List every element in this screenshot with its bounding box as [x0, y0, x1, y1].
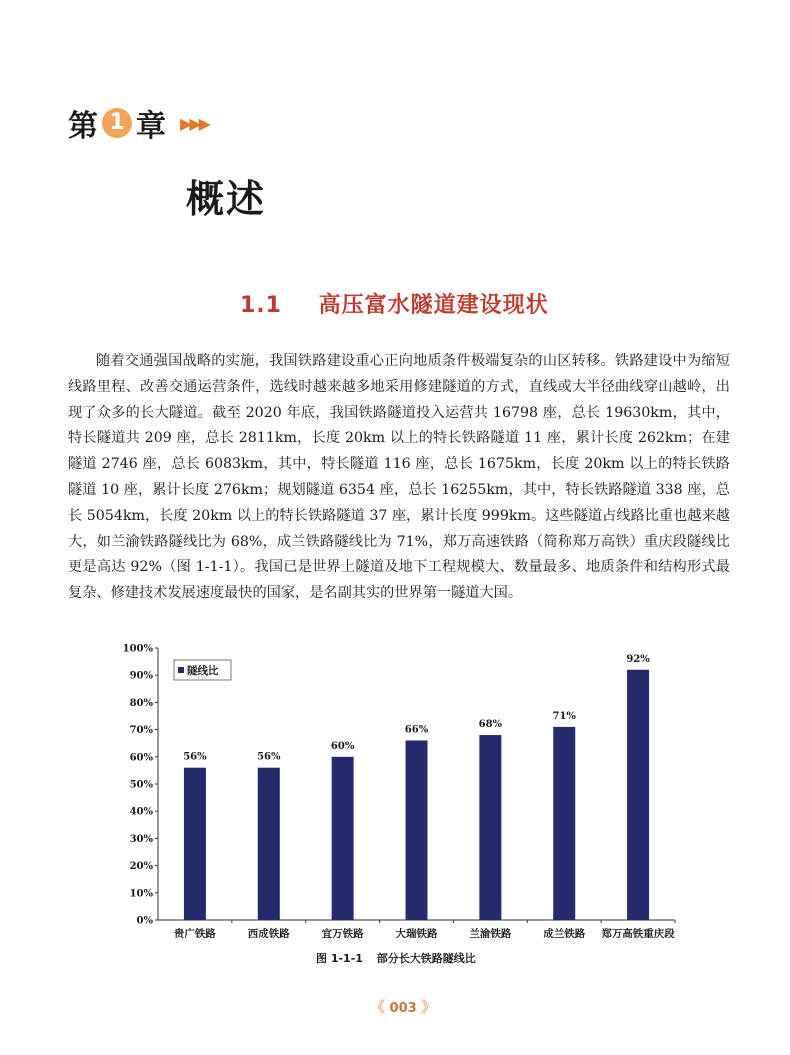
chapter-number-badge: 1 — [102, 108, 132, 138]
figure-caption — [316, 950, 476, 966]
bar-chart — [120, 638, 680, 973]
y-tick-label: 20% — [129, 861, 153, 873]
chapter-title: 概述 — [186, 177, 267, 221]
y-tick-label: 60% — [129, 752, 153, 764]
bar-value-label: 68% — [478, 719, 503, 731]
left-bracket-icon: 《 — [370, 998, 386, 1016]
section-number: 1.1 — [240, 293, 282, 318]
y-tick-label: 50% — [129, 779, 153, 791]
bar-value-label: 60% — [330, 740, 355, 752]
y-tick-label: 0% — [136, 915, 153, 927]
x-category-label: 宜万铁路 — [321, 928, 364, 938]
y-tick-label: 70% — [129, 725, 153, 737]
x-category-label: 郑万高铁重庆段 — [601, 928, 675, 938]
x-category-label: 贵广铁路 — [173, 928, 216, 938]
y-tick-label: 80% — [129, 697, 153, 709]
bar — [553, 727, 575, 920]
legend-label: 隧线比 — [187, 665, 219, 677]
y-tick-label: 30% — [129, 833, 153, 845]
section-heading — [240, 288, 549, 319]
page-number: 003 — [389, 1001, 417, 1016]
legend-swatch — [178, 667, 184, 673]
chapter-prefix: 第 — [68, 109, 98, 144]
triple-arrow-icon: ▶▶▶ — [180, 113, 208, 133]
bar-value-label: 92% — [626, 653, 650, 665]
y-tick-label: 100% — [122, 643, 153, 655]
bar — [258, 768, 280, 920]
bar — [332, 757, 354, 920]
bar-value-label: 71% — [552, 710, 576, 722]
x-category-label: 西成铁路 — [247, 928, 290, 938]
right-bracket-icon: 》 — [421, 998, 437, 1016]
section-title: 高压富水隧道建设现状 — [318, 293, 549, 318]
y-tick-label: 40% — [129, 806, 153, 818]
x-category-label: 大瑞铁路 — [395, 928, 438, 938]
chart-canvas — [120, 638, 680, 938]
figure-number: 图 1-1-1 — [316, 952, 363, 965]
bar-value-label: 56% — [183, 751, 207, 763]
y-tick-label: 90% — [129, 670, 153, 682]
body-paragraph: 随着交通强国战略的实施，我国铁路建设重心正向地质条件极端复杂的山区转移。铁路建设中为缩短线路里程、改善交通运营条件，选线时越来越多地采用修建隧道的方式，直线或大半径曲线穿山越岭，出现了众多的长大隧道。截至 2020 年底，我国铁路隧道投入运营共 16798 座，总长 19630km，其中，特长隧道共 209 座，总长 2811km，长度 20km 以上的特长铁路隧道 11 座，累计长度 262km；在建隧道 2746 座，总长 6083km，其中，特长隧道 116 座，总长 1675km，长度 20km 以上的特长铁路隧道 10 座，累计长度 276km；规划隧道 6354 座，总长 16255km，其中，特长铁路隧道 338 座，总长 5054km，长度 20km 以上的特长铁路隧道 37 座，累计长度 999km。这些隧道占线路比重也越来越大，如兰渝铁路隧线比为 68%，成兰铁路隧线比为 71%，郑万高速铁路（简称郑万高铁）重庆段隧线比更是高达 92%（图 1-1-1）。我国已是世界上隧道及地下工程规模大、数量最多、地质条件和结构形式最复杂、修建技术发展速度最快的国家，是名副其实的世界第一隧道大国。 — [68, 353, 730, 602]
page-footer — [370, 996, 436, 1017]
figure-caption-text: 部分长大铁路隧线比 — [376, 952, 476, 965]
bar-value-label: 56% — [257, 751, 281, 763]
chapter-suffix: 章 — [136, 109, 166, 144]
bar-value-label: 66% — [404, 724, 429, 736]
y-tick-label: 10% — [129, 888, 153, 900]
bar — [479, 735, 501, 920]
x-category-label: 成兰铁路 — [543, 928, 586, 938]
bar — [406, 740, 428, 920]
chapter-heading — [68, 103, 208, 143]
bar — [184, 768, 206, 920]
bar — [627, 670, 649, 920]
x-category-label: 兰渝铁路 — [469, 928, 512, 938]
